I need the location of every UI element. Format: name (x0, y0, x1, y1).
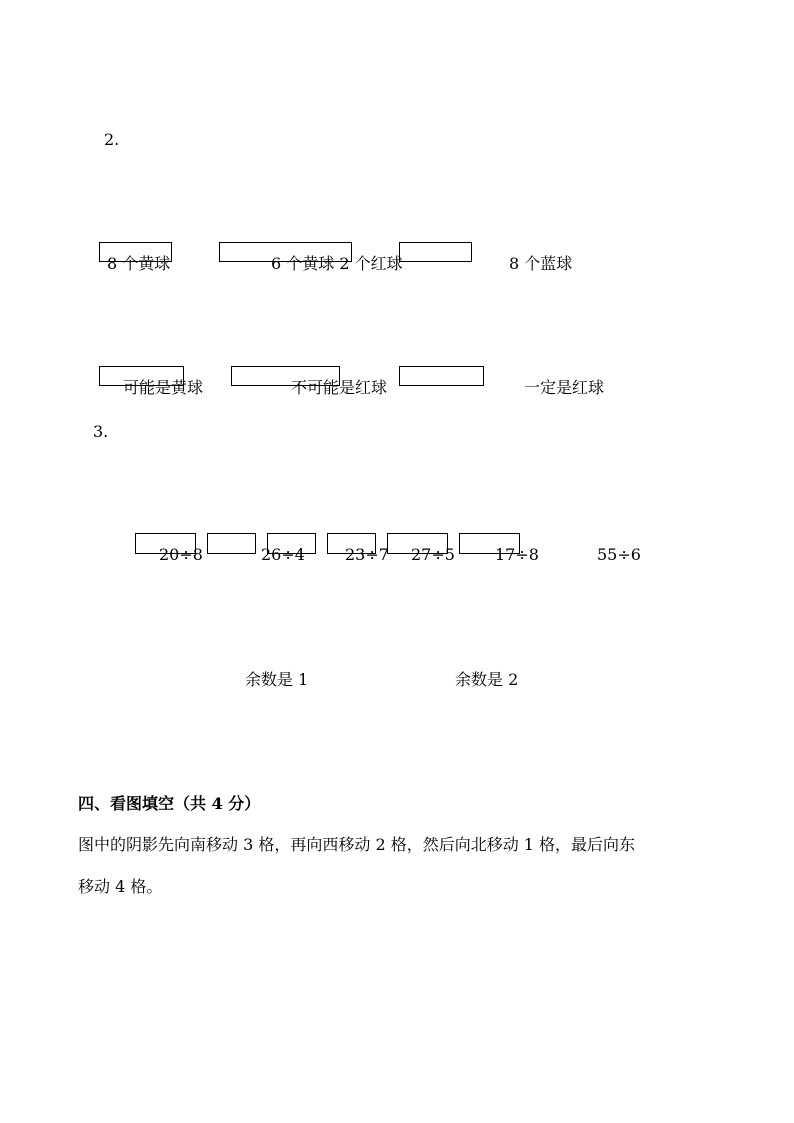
answer-box[interactable] (399, 242, 472, 262)
section-instructions-line-2: 移动 4 格。 (78, 877, 163, 896)
remainder-label-2: 余数是 2 (455, 670, 519, 689)
division-expression-4: 27÷5 (411, 545, 455, 564)
division-expression-6: 55÷6 (597, 545, 641, 564)
division-expression-1: 20÷8 (159, 545, 203, 564)
outcome-label-3: 一定是红球 (524, 378, 605, 397)
division-expression-3: 23÷7 (345, 545, 389, 564)
division-expression-2: 26÷4 (261, 545, 305, 564)
remainder-label-1: 余数是 1 (245, 670, 309, 689)
ball-label-3: 8 个蓝球 (509, 254, 573, 273)
question-2-number: 2. (104, 130, 120, 149)
question-3-number: 3. (93, 422, 109, 441)
section-heading: 四、看图填空（共 4 分） (78, 794, 261, 813)
ball-label-1: 8 个黄球 (107, 254, 171, 273)
answer-box[interactable] (399, 366, 484, 386)
division-expression-5: 17÷8 (495, 545, 539, 564)
ball-label-2: 6 个黄球 2 个红球 (271, 254, 403, 273)
section-instructions-line-1: 图中的阴影先向南移动 3 格，再向西移动 2 格，然后向北移动 1 格，最后向东 (78, 835, 636, 854)
answer-box[interactable] (207, 533, 256, 554)
outcome-label-2: 不可能是红球 (291, 378, 388, 397)
outcome-label-1: 可能是黄球 (123, 378, 204, 397)
